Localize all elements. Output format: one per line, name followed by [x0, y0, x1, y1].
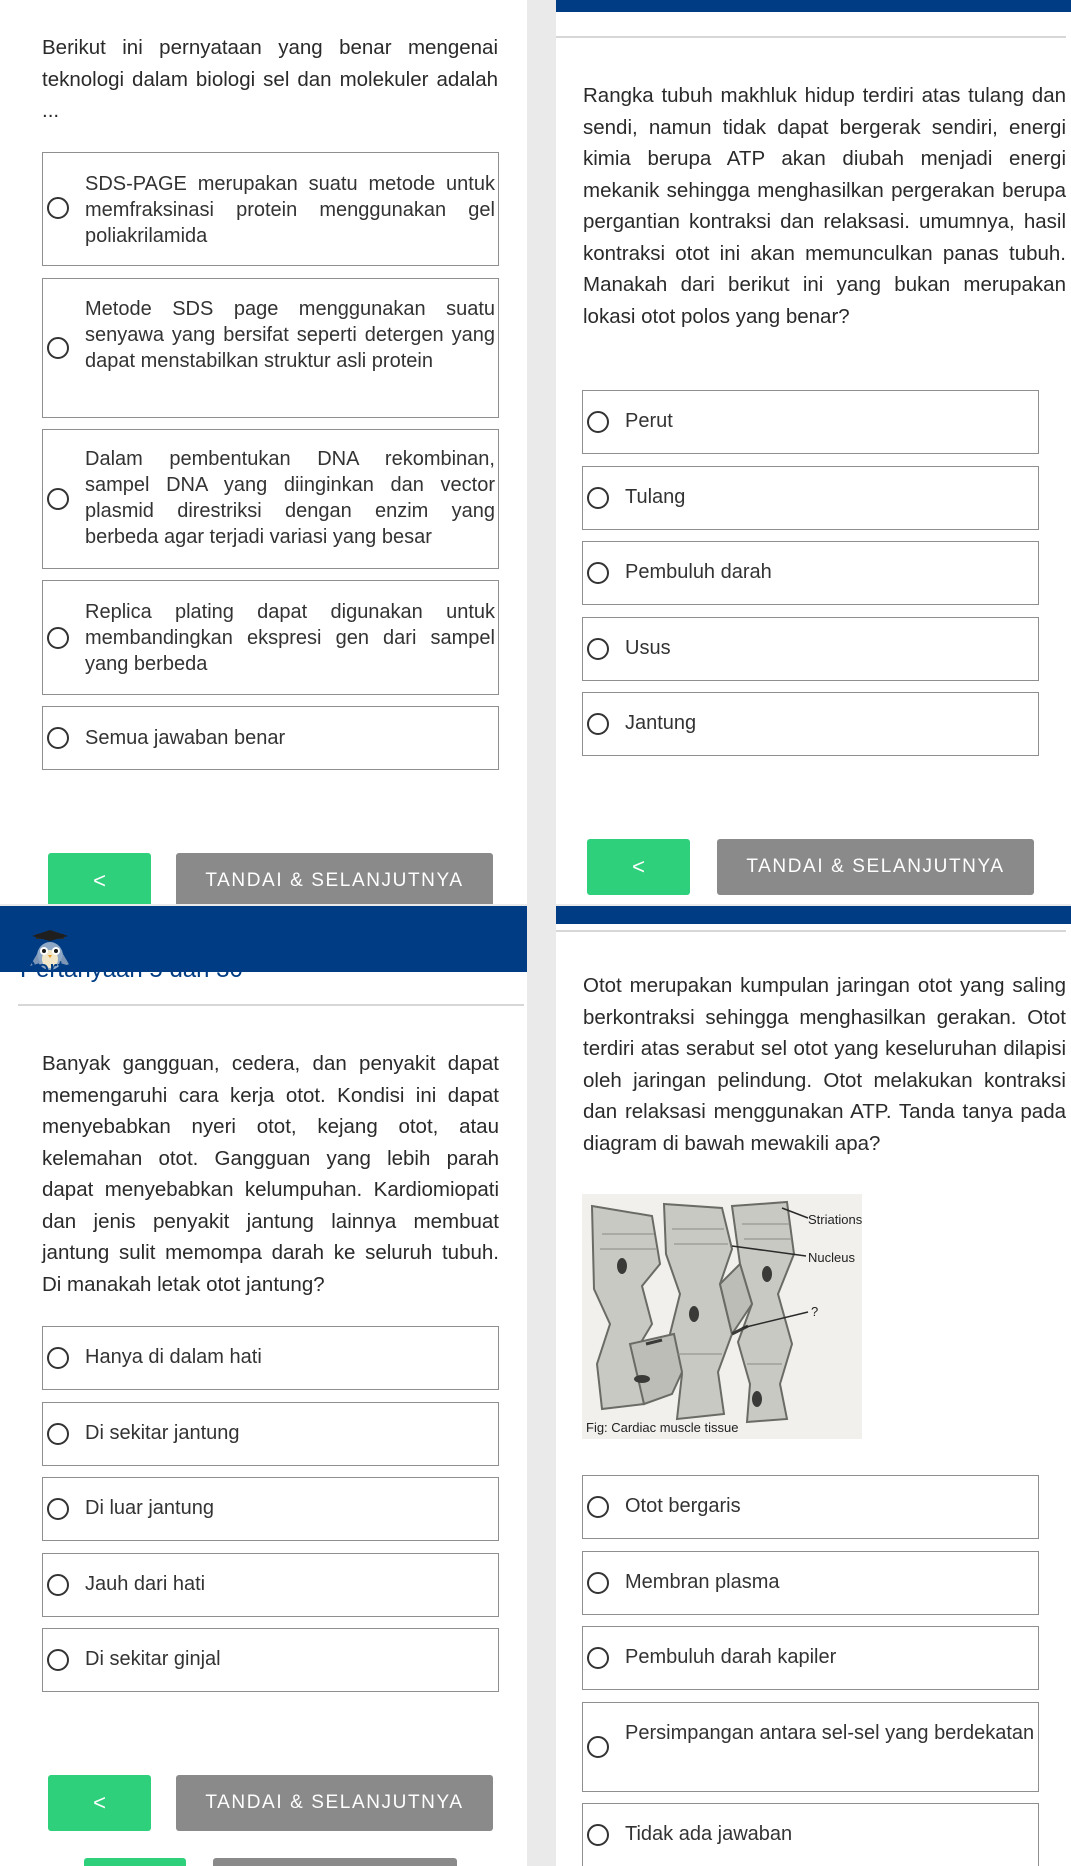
quiz-panel-2 — [556, 0, 1071, 904]
mark-next-button[interactable]: TANDAI & SELANJUTNYA — [717, 839, 1034, 895]
answer-option[interactable] — [582, 1702, 1039, 1792]
answer-option[interactable] — [42, 429, 499, 569]
answer-option[interactable] — [42, 1402, 499, 1466]
radio-button[interactable] — [587, 562, 609, 584]
answer-option[interactable] — [42, 278, 499, 418]
mark-next-button[interactable]: TANDAI & SELANJUTNYA — [176, 853, 493, 904]
option-label: Jauh dari hati — [85, 1573, 206, 1595]
question-counter: Pertanyaan 5 dari 30 — [20, 956, 243, 983]
radio-button[interactable] — [587, 487, 609, 509]
header-bar — [556, 906, 1071, 924]
answer-option[interactable] — [42, 152, 499, 266]
back-button[interactable]: < — [587, 839, 690, 895]
option-label: Di sekitar jantung — [85, 1422, 240, 1444]
option-label: Pembuluh darah kapiler — [625, 1646, 837, 1668]
radio-button[interactable] — [587, 411, 609, 433]
header-card-edge — [556, 930, 1066, 932]
option-label: Di luar jantung — [85, 1497, 214, 1519]
option-label: SDS-PAGE merupakan suatu metode untuk memfraksinasi protein menggunakan gel poliakrilamida — [85, 173, 495, 247]
option-label: Tidak ada jawaban — [625, 1823, 793, 1845]
cardiac-muscle-drawing — [582, 1194, 862, 1439]
vertical-gutter — [527, 0, 556, 1866]
figure-label-question: ? — [811, 1304, 819, 1319]
radio-button[interactable] — [47, 627, 69, 649]
option-label: Membran plasma — [625, 1571, 780, 1593]
mark-next-button[interactable]: TANDAI & SELANJUTNYA — [176, 1775, 493, 1831]
figure-label-striations: Striations — [808, 1212, 863, 1227]
quiz-panel-3 — [0, 906, 527, 1866]
radio-button[interactable] — [47, 727, 69, 749]
radio-button[interactable] — [47, 337, 69, 359]
answer-option[interactable] — [42, 580, 499, 695]
radio-button[interactable] — [47, 1649, 69, 1671]
answer-option[interactable] — [582, 617, 1039, 681]
header-card-edge — [556, 36, 1066, 38]
answer-option[interactable] — [582, 541, 1039, 605]
radio-button[interactable] — [47, 197, 69, 219]
answer-option[interactable] — [42, 706, 499, 770]
answer-option[interactable] — [582, 1551, 1039, 1615]
question-text: Rangka tubuh makhluk hidup terdiri atas tulang dan sendi, namun tidak dapat bergerak sendiri, energi kimia berupa ATP akan diubah menjadi energi mekanik sehingga menghasilkan pergerakan berupa pergantian kontraksi dan relaksasi. umumnya, hasil kontraksi otot ini akan memunculkan panas tubuh. Manakah dari berikut ini yang bukan merupakan lokasi otot polos yang benar? — [583, 84, 1066, 328]
option-label: Metode SDS page menggunakan suatu senyawa yang bersifat seperti detergen yang dapat menstabilkan struktur asli protein — [85, 298, 495, 372]
radio-button[interactable] — [587, 1647, 609, 1669]
radio-button[interactable] — [587, 638, 609, 660]
question-text: Berikut ini pernyataan yang benar mengenai teknologi dalam biologi sel dan molekuler adalah ... — [42, 36, 498, 122]
back-button[interactable]: < — [48, 853, 151, 904]
answer-option[interactable] — [582, 1626, 1039, 1690]
radio-button[interactable] — [47, 1347, 69, 1369]
option-label: Pembuluh darah — [625, 561, 772, 583]
radio-button[interactable] — [587, 1736, 609, 1758]
answer-option[interactable] — [42, 1628, 499, 1692]
radio-button[interactable] — [47, 1423, 69, 1445]
option-label: Otot bergaris — [625, 1495, 741, 1517]
answer-option[interactable] — [582, 1475, 1039, 1539]
quiz-panel-4 — [556, 906, 1071, 1866]
radio-button[interactable] — [47, 488, 69, 510]
next-page-button-peek — [213, 1858, 457, 1866]
answer-option[interactable] — [582, 390, 1039, 454]
radio-button[interactable] — [587, 1824, 609, 1846]
option-label: Jantung — [625, 712, 697, 734]
answer-option[interactable] — [42, 1553, 499, 1617]
option-label: Replica plating dapat digunakan untuk membandingkan ekspresi gen dari sampel yang berbeda — [85, 601, 495, 675]
quiz-panel-1 — [0, 0, 527, 904]
header-bar — [556, 0, 1071, 12]
option-label: Semua jawaban benar — [85, 727, 286, 749]
answer-option[interactable] — [582, 1803, 1039, 1866]
answer-option[interactable] — [582, 692, 1039, 756]
radio-button[interactable] — [587, 1572, 609, 1594]
figure-caption: Fig: Cardiac muscle tissue — [586, 1420, 739, 1435]
option-label: Dalam pembentukan DNA rekombinan, sampel DNA yang diinginkan dan vector plasmid direstriksi dengan enzim yang berbeda agar terjadi variasi yang besar — [85, 448, 495, 548]
radio-button[interactable] — [47, 1498, 69, 1520]
option-label: Hanya di dalam hati — [85, 1346, 262, 1368]
option-label: Di sekitar ginjal — [85, 1648, 221, 1670]
radio-button[interactable] — [587, 1496, 609, 1518]
back-button[interactable]: < — [48, 1775, 151, 1831]
option-label: Usus — [625, 637, 671, 659]
answer-option[interactable] — [582, 466, 1039, 530]
option-label: Persimpangan antara sel-sel yang berdekatan — [625, 1722, 1035, 1744]
answer-option[interactable] — [42, 1326, 499, 1390]
figure-label-nucleus: Nucleus — [808, 1250, 855, 1265]
answer-option[interactable] — [42, 1477, 499, 1541]
radio-button[interactable] — [47, 1574, 69, 1596]
header-card-edge — [18, 1004, 524, 1006]
option-label: Tulang — [625, 486, 686, 508]
radio-button[interactable] — [587, 713, 609, 735]
question-text: Otot merupakan kumpulan jaringan otot yang saling berkontraksi sehingga menghasilkan gerakan. Otot terdiri atas serabut sel otot yang keseluruhan dilapisi oleh jaringan pelindung. Otot melakukan kontraksi dan relaksasi menggunakan ATP. Tanda tanya pada diagram di bawah mewakili apa? — [583, 974, 1066, 1155]
next-page-button-peek — [84, 1858, 186, 1866]
question-text: Banyak gangguan, cedera, dan penyakit dapat memengaruhi cara kerja otot. Kondisi ini dapat menyebabkan nyeri otot, kejang otot, atau kelemahan otot. Gangguan yang lebih parah dapat menyebabkan kelumpuhan. Kardiomiopati dan jenis penyakit jantung lainnya membuat jantung sulit memompa darah ke seluruh tubuh. Di manakah letak otot jantung? — [42, 1052, 499, 1296]
cardiac-muscle-figure — [582, 1194, 862, 1439]
option-label: Perut — [625, 410, 673, 432]
